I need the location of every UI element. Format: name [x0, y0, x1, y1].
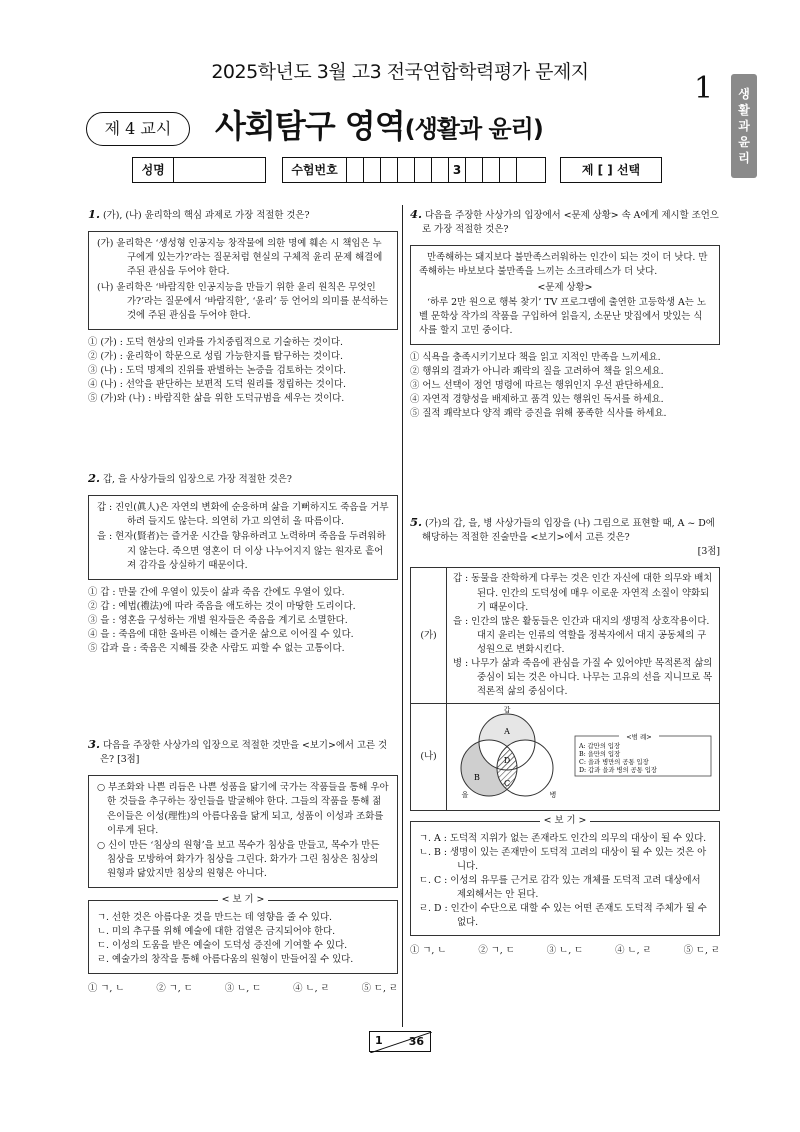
passage-item: ○ 신이 만든 ‘침상의 원형’을 보고 목수가 침상을 만들고, 목수가 만든 침상을 모방하여 화가가 침상을 그린다. 화가가 그린 침상은 침상의 원형과 닮았지만 침상의 원형은 아니다.: [97, 839, 380, 880]
name-label: 성명: [133, 158, 174, 182]
answer-option[interactable]: ⑤ ㄷ, ㄹ: [683, 945, 720, 957]
answer-choice[interactable]: ② 행위의 결과가 아니라 쾌락의 질을 고려하여 책을 읽으세요.: [410, 366, 664, 378]
page-footer: [369, 1031, 431, 1052]
bogi-box: [410, 814, 720, 937]
bogi-title: < 보 기 >: [218, 894, 269, 905]
answer-choice[interactable]: ④ (나) : 선악을 판단하는 보편적 도덕 원리를 정립하는 것이다.: [88, 379, 346, 391]
question-number: 5.: [410, 515, 423, 529]
exam-number-cell[interactable]: [415, 158, 432, 182]
region-label: B: [474, 773, 480, 783]
question-number: 1.: [88, 207, 101, 221]
exam-number-fixed-digit: 3: [449, 158, 466, 182]
answer-choice[interactable]: ③ 을 : 영혼을 구성하는 개별 원자들은 죽음을 계기로 소멸한다.: [88, 615, 348, 627]
exam-number-cell[interactable]: [500, 158, 517, 182]
answer-option[interactable]: ① ㄱ, ㄴ: [410, 945, 447, 957]
passage-box: [88, 775, 398, 888]
name-input[interactable]: [174, 158, 265, 182]
subject-side-tab: [731, 74, 757, 178]
question-number: 3.: [88, 737, 101, 751]
answer-choice[interactable]: ① 갑 : 만물 간에 우열이 있듯이 삶과 죽음 간에도 우열이 있다.: [88, 586, 345, 598]
answer-option[interactable]: ② ㄱ, ㄷ: [156, 982, 193, 994]
bogi-item: ㄱ. A : 도덕적 지위가 없는 존재라도 인간의 의무의 대상이 될 수 있다.: [419, 832, 707, 844]
answer-option[interactable]: ④ ㄴ, ㄹ: [293, 982, 330, 994]
name-field-row: [132, 157, 266, 183]
side-tab-char: 과: [738, 118, 750, 133]
answer-choices: [88, 336, 398, 407]
region-label: A: [504, 727, 510, 737]
passage-table: [410, 567, 720, 810]
situation-title: <문제 상황>: [537, 281, 593, 293]
answer-choice[interactable]: ④ 자연적 경향성을 배제하고 품격 있는 행위인 독서를 하세요.: [410, 394, 664, 406]
exam-number-cell[interactable]: [364, 158, 381, 182]
answer-choice[interactable]: ② (가) : 윤리학이 학문으로 성립 가능한지를 탐구하는 것이다.: [88, 351, 343, 363]
answer-choices: [410, 351, 720, 422]
question-2: [88, 470, 398, 656]
answer-choice[interactable]: ⑤ (가)와 (나) : 바람직한 삶을 위한 도덕규범을 세우는 것이다.: [88, 393, 345, 405]
exam-number-label: 수험번호: [283, 158, 347, 182]
question-4: [410, 206, 720, 422]
passage-item: 을 : 현자(賢者)는 즐거운 시간을 향유하려고 노력하며 죽음을 두려워하지 않는다. 죽으면 영혼이 더 이상 나누어지지 않는 원자로 흩어져 감각을 상실하기 때문이다.: [97, 531, 386, 571]
question-5: [410, 514, 720, 958]
exam-title: 2025학년도 3월 고3 전국연합학력평가 문제지: [211, 61, 589, 83]
question-stem: 다음을 주장한 사상가의 입장으로 적절한 것만을 <보기>에서 고른 것은? [3점]: [100, 740, 388, 766]
bogi-item: ㄷ. 이성의 도움을 받은 예술이 도덕성 증진에 기여할 수 있다.: [97, 940, 348, 952]
answer-choice[interactable]: ③ (나) : 도덕 명제의 진위를 판별하는 논증을 검토하는 것이다.: [88, 365, 346, 377]
passage-item: ○ 부조화와 나쁜 리듬은 나쁜 성품을 닮기에 국가는 작품들을 통해 우아한 것들을 추구하는 장인들을 발굴해야 한다. 그들의 작품을 통해 젊은이들은 이성(理性)의 아름다움을 닮게 되고, 성품이 이성과 조화를 이루게 된다.: [97, 782, 389, 836]
subject-title: [215, 102, 543, 150]
bogi-item: ㄱ. 선한 것은 아름다운 것을 만드는 데 영향을 줄 수 있다.: [97, 912, 332, 924]
question-stem: (가), (나) 윤리학의 핵심 과제로 가장 적절한 것은?: [100, 210, 310, 221]
circle-label: 병: [549, 791, 557, 800]
bogi-item: ㄹ. 예술가의 창작을 통해 아름다움의 원형이 만들어질 수 있다.: [97, 954, 354, 966]
answer-choice[interactable]: ③ 어느 선택이 정언 명령에 따르는 행위인지 우선 판단하세요.: [410, 380, 664, 392]
choice-label[interactable]: 제 [ ] 선택: [581, 163, 641, 177]
region-label: D: [503, 756, 511, 766]
exam-number-cell[interactable]: [517, 158, 542, 182]
passage-item: 갑 : 진인(眞人)은 자연의 변화에 순응하며 삶을 기뻐하지도 죽음을 거부하려 들지도 않는다. 의연히 가고 의연히 올 따름이다.: [97, 502, 389, 528]
exam-number-cell[interactable]: [483, 158, 500, 182]
answer-choices: [88, 586, 398, 657]
side-tab-char: 활: [738, 102, 750, 117]
question-stem: 갑, 을 사상가들의 입장으로 가장 적절한 것은?: [100, 474, 292, 485]
answer-option[interactable]: ③ ㄴ, ㄷ: [546, 945, 584, 957]
answer-choice[interactable]: ① (가) : 도덕 현상의 인과를 가치중립적으로 기술하는 것이다.: [88, 336, 343, 348]
bogi-box: [88, 894, 398, 973]
circle-label: 갑: [503, 706, 511, 715]
period-badge: 제 4 교시: [86, 112, 190, 146]
answer-option[interactable]: ① ㄱ, ㄴ: [88, 982, 125, 994]
question-3: [88, 736, 398, 996]
answer-choice[interactable]: ④ 을 : 죽음에 대한 올바른 이해는 즐거운 삶으로 이어질 수 있다.: [88, 629, 354, 641]
answer-option[interactable]: ⑤ ㄷ, ㄹ: [361, 982, 398, 994]
choice-row: [560, 157, 662, 183]
answer-options: [88, 982, 398, 996]
footer-page: 1: [375, 1034, 383, 1047]
passage-box: [88, 231, 398, 330]
exam-number-cell[interactable]: [432, 158, 449, 182]
legend-item: A: 갑만의 입장: [579, 743, 621, 751]
passage-item: (나) 윤리학은 ‘바람직한 인공지능을 만들기 위한 윤리 원칙은 무엇인가?’라는 질문에서 ‘바람직한’, ‘윤리’ 등 언어의 의미를 분석하는 것에 주된 관심을 두어야 한다.: [97, 281, 389, 321]
passage-quote: 만족해하는 돼지보다 불만족스러워하는 인간이 되는 것이 더 낫다. 만족해하는 바보보다 불만족을 느끼는 소크라테스가 더 낫다.: [419, 252, 708, 278]
answer-option[interactable]: ② ㄱ, ㄷ: [478, 945, 515, 957]
answer-options: [410, 944, 720, 958]
side-tab-char: 윤: [738, 135, 750, 150]
page-number: 1: [694, 71, 714, 106]
question-1: [88, 206, 398, 406]
exam-number-row: [282, 157, 546, 183]
legend-item: D: 갑과 을과 병의 공통 입장: [579, 767, 658, 775]
passage-item: 병 : 나무가 삶과 죽음에 관심을 가질 수 있어야만 목적론적 삶의 중심이 되는 것은 아니다. 나무는 고유의 선을 지니므로 목적론적 삶의 중심이다.: [453, 658, 713, 698]
exam-number-cell[interactable]: [466, 158, 483, 182]
table-label-ga: (가): [411, 568, 447, 704]
question-number: 4.: [410, 207, 423, 221]
venn-diagram: [451, 706, 713, 802]
exam-number-cell[interactable]: [347, 158, 364, 182]
circle-label: 을: [461, 791, 469, 800]
passage-box: [88, 495, 398, 580]
answer-choice[interactable]: ⑤ 질적 쾌락보다 양적 쾌락 증진을 위해 풍족한 식사를 하세요.: [410, 408, 667, 420]
table-label-na: (나): [411, 704, 447, 810]
answer-choice[interactable]: ② 갑 : 예법(禮法)에 따라 죽음을 애도하는 것이 마땅한 도리이다.: [88, 600, 356, 612]
question-stem: (가)의 갑, 을, 병 사상가들의 입장을 (나) 그림으로 표현할 때, A ~ D에 해당하는 적절한 진술만을 <보기>에서 고른 것은?: [422, 518, 715, 544]
subject-main: 사회탐구 영역: [215, 107, 405, 145]
column-divider: [402, 205, 403, 1027]
passage-box: [410, 245, 720, 345]
question-points: [3점]: [697, 546, 720, 558]
answer-option[interactable]: ③ ㄴ, ㄷ: [224, 982, 262, 994]
legend-item: B: 을만의 입장: [579, 751, 621, 759]
answer-choice[interactable]: ⑤ 갑과 을 : 죽음은 지혜를 갖춘 사람도 피할 수 없는 고통이다.: [88, 643, 345, 655]
bogi-item: ㄴ. 미의 추구를 위해 예술에 대한 검열은 금지되어야 한다.: [97, 926, 336, 938]
question-number: 2.: [88, 471, 101, 485]
bogi-title: < 보 기 >: [540, 815, 591, 826]
passage-item: 을 : 인간의 많은 활동들은 인간과 대지의 생명적 상호작용이다. 대지 윤리는 인류의 역할을 정복자에서 대지 공동체의 구성원으로 변화시킨다.: [453, 615, 710, 656]
passage-item: 갑 : 동물을 잔학하게 다루는 것은 인간 자신에 대한 의무와 배치된다. 인간의 도덕성에 매우 이로운 자연적 소질이 약화되기 때문이다.: [453, 573, 713, 613]
exam-number-cell[interactable]: [381, 158, 398, 182]
question-stem: 다음을 주장한 사상가의 입장에서 <문제 상황> 속 A에게 제시할 조언으로 가장 적절한 것은?: [422, 210, 719, 236]
passage-item: (가) 윤리학은 ‘생성형 인공지능 창작물에 의한 명예 훼손 시 책임은 누구에게 있는가?’라는 질문처럼 현실의 구체적 윤리 문제 해결에 주된 관심을 두어야 한다.: [97, 238, 383, 278]
answer-option[interactable]: ④ ㄴ, ㄹ: [615, 945, 652, 957]
situation-text: ‘하루 2만 원으로 행복 찾기’ TV 프로그램에 출연한 고등학생 A는 노벨 문학상 작가의 작품을 구입하여 읽을지, 소문난 맛집에서 맛있는 식사를 할지 고민 중이다.: [419, 296, 706, 336]
footer-total: 36: [408, 1034, 424, 1048]
bogi-item: ㄹ. D : 인간이 수단으로 대할 수 있는 어떤 존재도 도덕적 주체가 될 수 없다.: [419, 903, 707, 929]
side-tab-char: 리: [738, 151, 750, 166]
bogi-item: ㄴ. B : 생명이 있는 존재만이 도덕적 고려의 대상이 될 수 있는 것은 아니다.: [419, 846, 707, 872]
region-label: C: [503, 779, 511, 789]
legend-item: C: 을과 병만의 공통 입장: [579, 759, 649, 767]
exam-number-cell[interactable]: [398, 158, 415, 182]
subject-sub: (생활과 윤리): [404, 115, 543, 143]
answer-choice[interactable]: ① 식욕을 충족시키기보다 책을 읽고 지적인 만족을 느끼세요.: [410, 352, 661, 364]
side-tab-char: 생: [738, 86, 750, 101]
legend-title: <범 례>: [626, 733, 652, 742]
table-body-na: [447, 704, 720, 810]
bogi-item: ㄷ. C : 이성의 유무를 근거로 감각 있는 개체를 도덕적 고려 대상에서 제외해서는 안 된다.: [419, 874, 701, 900]
table-body-ga: [447, 568, 720, 704]
